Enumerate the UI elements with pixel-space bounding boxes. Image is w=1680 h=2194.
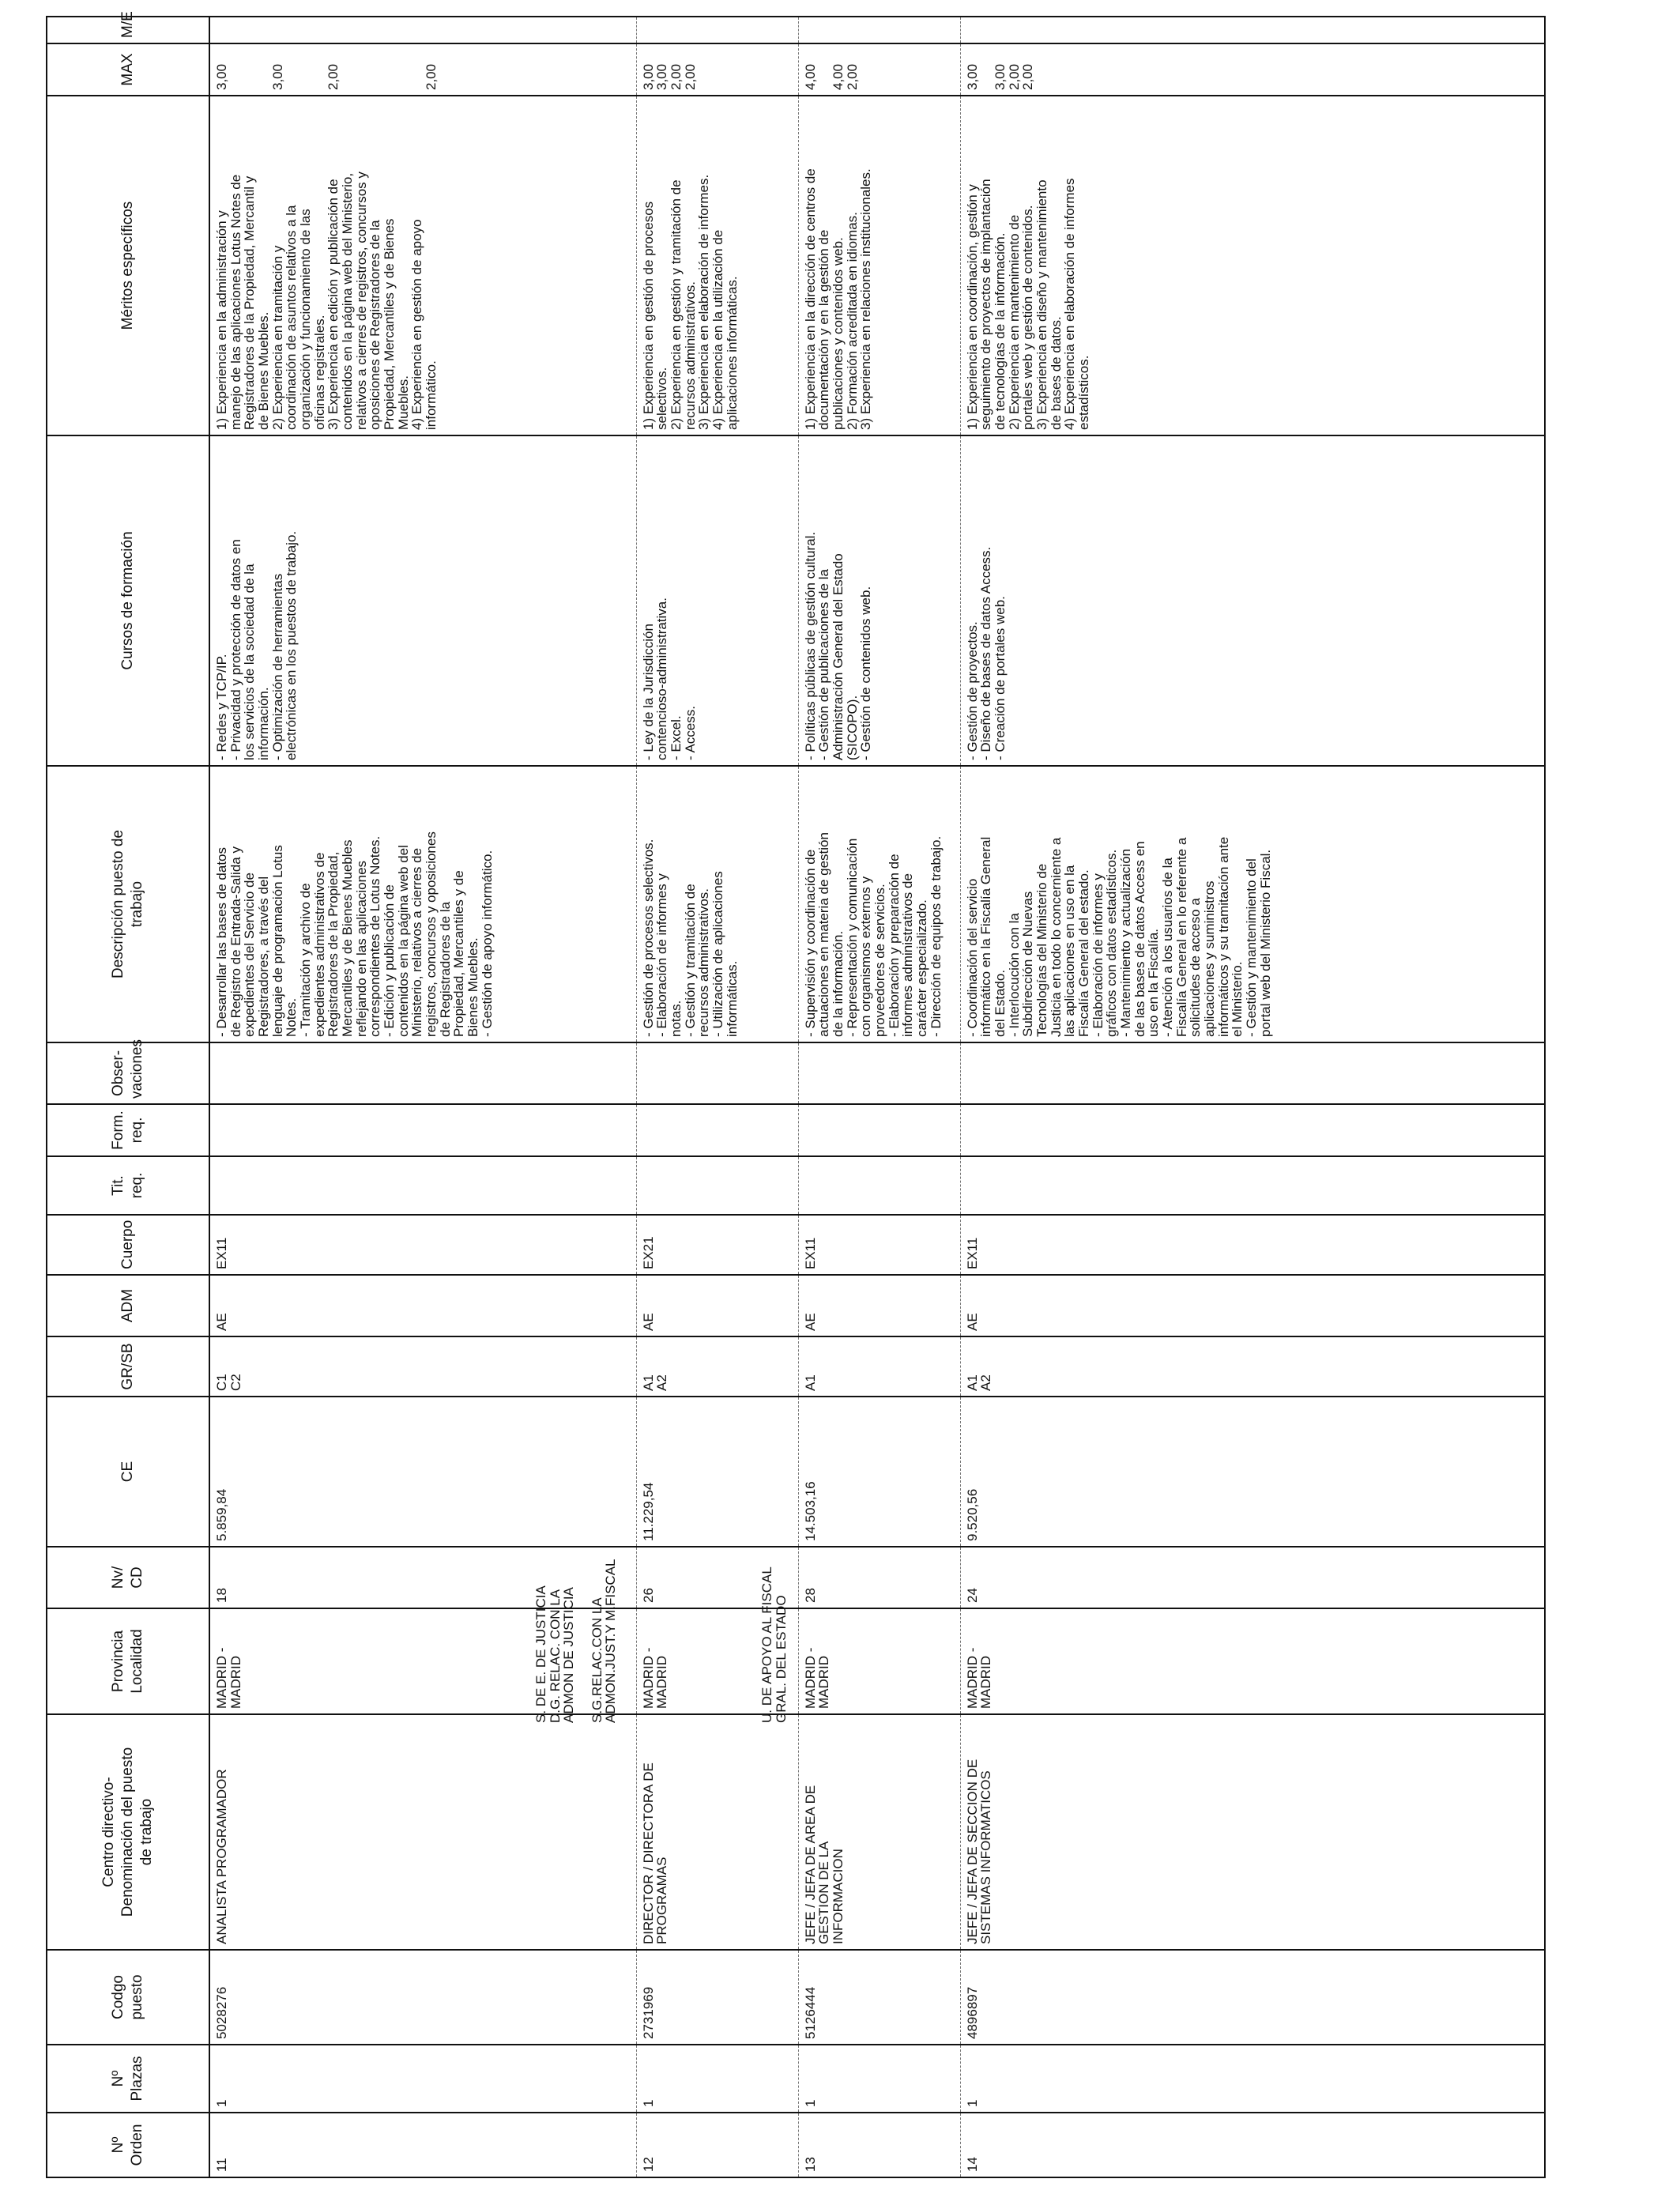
cell-adm: AE bbox=[209, 1275, 636, 1336]
cell-descripcion: - Supervisión y coordinación de actuaciones en materia de gestión de la información. - Representación y comunicación con organismos externos y proveedores de servicios. - Elaboración y preparación de informes administrativos de carácter especializado. - Dirección de equipos de trabajo. bbox=[798, 766, 960, 1042]
cell-me bbox=[636, 17, 798, 43]
cell-cuerpo: EX11 bbox=[960, 1215, 1545, 1275]
cell-provincia: MADRID - MADRID bbox=[798, 1608, 960, 1714]
cell-ce: 9.520,56 bbox=[960, 1397, 1545, 1547]
col-adm: ADM bbox=[47, 1275, 209, 1336]
col-ce: CE bbox=[47, 1397, 209, 1547]
cell-provincia: MADRID - MADRID bbox=[209, 1608, 636, 1714]
cell-titulacion bbox=[209, 1156, 636, 1215]
org-heading-fiscal: U. DE APOYO AL FISCAL GRAL. DEL ESTADO bbox=[759, 1566, 789, 1723]
cell-cuerpo: EX11 bbox=[798, 1215, 960, 1275]
cell-formacion bbox=[960, 1104, 1545, 1156]
cell-cursos: - Gestión de proyectos. - Diseño de bases de datos Access. - Creación de portales web. bbox=[960, 435, 1545, 766]
cell-cursos: - Políticas públicas de gestión cultural. - Gestión de publicaciones de la Administración General del Estado (SICOPO). - Gestión de contenidos web. bbox=[798, 435, 960, 766]
table-row bbox=[798, 17, 960, 2177]
col-nivel: Nv/ CD bbox=[47, 1547, 209, 1608]
cell-centro bbox=[960, 1714, 1545, 1950]
cell-grupo: A1 bbox=[798, 1336, 960, 1397]
cell-me bbox=[209, 17, 636, 43]
cell-grupo: A1 A2 bbox=[960, 1336, 1545, 1397]
cell-cuerpo: EX21 bbox=[636, 1215, 798, 1275]
cell-observaciones bbox=[960, 1042, 1545, 1104]
col-grupo: GR/SB bbox=[47, 1336, 209, 1397]
cell-cuerpo: EX11 bbox=[209, 1215, 636, 1275]
col-orden: Nº Orden bbox=[47, 2113, 209, 2177]
cell-nivel: 18 bbox=[209, 1547, 636, 1608]
cell-meritos: 1) Experiencia en la dirección de centros de documentación y en la gestión de publicaciones y contenidos web. 2) Formación acreditada en idiomas. 3) Experiencia en relaciones institucionales. bbox=[798, 96, 960, 435]
cell-orden: 11 bbox=[209, 2113, 636, 2177]
cell-codigo: 4896897 bbox=[960, 1950, 1545, 2045]
job-positions-table bbox=[46, 11, 1546, 2178]
col-provincia: Provincia Localidad bbox=[47, 1608, 209, 1714]
cell-centro bbox=[636, 1714, 798, 1950]
col-max: MAX bbox=[47, 43, 209, 96]
cell-max: 4,00 4,00 2,00 bbox=[798, 43, 960, 96]
cell-provincia: MADRID - MADRID bbox=[636, 1608, 798, 1714]
cell-max: 3,00 3,00 2,00 2,00 bbox=[636, 43, 798, 96]
cell-orden: 14 bbox=[960, 2113, 1545, 2177]
cell-plazas: 1 bbox=[960, 2045, 1545, 2113]
cell-codigo: 5126444 bbox=[798, 1950, 960, 2045]
table-row bbox=[209, 17, 636, 2177]
col-cuerpo: Cuerpo bbox=[47, 1215, 209, 1275]
org-heading-justicia: S. DE E. DE JUSTICIA D.G. RELAC. CON LA ADMON DE JUSTICIA S.G.RELAC.CON LA ADMON.JUST.Y M.FISCAL bbox=[533, 1559, 619, 1723]
cell-titulacion bbox=[960, 1156, 1545, 1215]
cell-observaciones bbox=[798, 1042, 960, 1104]
cell-meritos: 1) Experiencia en la administración y manejo de las aplicaciones Lotus Notes de Registradores de la Propiedad, Mercantil y de Bienes Muebles. 2) Experiencia en tramitación y coordinación de asuntos relativos a la organización y funcionamiento de las oficinas registrales. 3) Experiencia en edición y publicación de contenidos en la página web del Ministerio, relativos a cierres de registros, concursos y oposiciones de Registradores de la Propiedad, Mercantiles y de Bienes Muebles. 4) Experiencia en gestión de apoyo informático. bbox=[209, 96, 636, 435]
cell-plazas: 1 bbox=[636, 2045, 798, 2113]
cell-orden: 12 bbox=[636, 2113, 798, 2177]
cell-cursos: - Ley de la Jurisdicción contencioso-administrativa. - Excel. - Access. bbox=[636, 435, 798, 766]
cell-descripcion: - Coordinación del servicio informático en la Fiscalía General del Estado. - Interlocución con la Subdirección de Nuevas Tecnologías del Ministerio de Justicia en todo lo concerniente a las aplicaciones en uso en la Fiscalía General del estado. - Elaboración de informes y gráficos con datos estadísticos. - Mantenimiento y actualización de las bases de datos Access en uso en la Fiscalía. - Atención a los usuarios de la Fiscalía General en lo referente a solicitudes de acceso a aplicaciones y suministros informáticos y su tramitación ante el Ministerio. - Gestión y mantenimiento del portal web del Ministerio Fiscal. bbox=[960, 766, 1545, 1042]
cell-nivel: 24 bbox=[960, 1547, 1545, 1608]
col-plazas: Nº Plazas bbox=[47, 2045, 209, 2113]
col-me: M/E bbox=[47, 17, 209, 43]
cell-provincia: MADRID - MADRID bbox=[960, 1608, 1545, 1714]
cell-centro bbox=[209, 1714, 636, 1950]
cell-plazas: 1 bbox=[209, 2045, 636, 2113]
cell-cursos: - Redes y TCP/IP. - Privacidad y protección de datos en los servicios de la sociedad de la información. - Optimización de herramientas electrónicas en los puestos de trabajo. bbox=[209, 435, 636, 766]
col-codigo: Codgo puesto bbox=[47, 1950, 209, 2045]
col-titulacion: Tit. req. bbox=[47, 1156, 209, 1215]
col-centro: Centro directivo- Denominación del puesto de trabajo bbox=[47, 1714, 209, 1950]
cell-me bbox=[798, 17, 960, 43]
cell-observaciones bbox=[636, 1042, 798, 1104]
cell-orden: 13 bbox=[798, 2113, 960, 2177]
cell-max: 3,00 3,00 2,00 2,00 bbox=[209, 43, 636, 96]
cell-titulacion bbox=[636, 1156, 798, 1215]
cell-formacion bbox=[636, 1104, 798, 1156]
cell-adm: AE bbox=[798, 1275, 960, 1336]
cell-centro bbox=[798, 1714, 960, 1950]
cell-ce: 5.859,84 bbox=[209, 1397, 636, 1547]
table-row bbox=[636, 17, 798, 2177]
cell-max: 3,00 3,00 2,00 2,00 bbox=[960, 43, 1545, 96]
cell-formacion bbox=[209, 1104, 636, 1156]
col-observaciones: Obser- vaciones bbox=[47, 1042, 209, 1104]
cell-grupo: A1 A2 bbox=[636, 1336, 798, 1397]
centro-name: ANALISTA PROGRAMADOR bbox=[214, 1769, 229, 1944]
cell-grupo: C1 C2 bbox=[209, 1336, 636, 1397]
cell-ce: 11.229,54 bbox=[636, 1397, 798, 1547]
cell-observaciones bbox=[209, 1042, 636, 1104]
cell-codigo: 2731969 bbox=[636, 1950, 798, 2045]
cell-descripcion: - Gestión de procesos selectivos. - Elaboración de informes y notas. - Gestión y tramitación de recursos administrativos. - Utilización de aplicaciones informáticas. bbox=[636, 766, 798, 1042]
cell-descripcion: - Desarrollar las bases de datos de Registro de Entrada-Salida y expedientes del Servicio de Registradores, a través del lenguaje de programación Lotus Notes. - Tramitación y archivo de expedientes administrativos de Registradores de la Propiedad, Mercantiles y de Bienes Muebles reflejando en las aplicaciones correspondientes de Lotus Notes. - Edición y publicación de contenidos en la página web del Ministerio, relativos a cierres de registros, concursos y oposiciones de Registradores de la Propiedad, Mercantiles y de Bienes Muebles. - Gestión de apoyo informático. bbox=[209, 766, 636, 1042]
cell-meritos: 1) Experiencia en coordinación, gestión y seguimiento de proyectos de implantación de tecnologías de la información. 2) Experiencia en mantenimiento de portales web y gestión de contenidos. 3) Experiencia en diseño y mantenimiento de bases de datos. 4) Experiencia en elaboración de informes estadísticos. bbox=[960, 96, 1545, 435]
cell-meritos: 1) Experiencia en gestión de procesos selectivos. 2) Experiencia en gestión y tramitación de recursos administrativos. 3) Experiencia en elaboración de informes. 4) Experiencia en la utilización de aplicaciones informáticas. bbox=[636, 96, 798, 435]
centro-name: JEFE / JEFA DE SECCION DE SISTEMAS INFORMATICOS bbox=[964, 1759, 994, 1944]
cell-nivel: 28 bbox=[798, 1547, 960, 1608]
col-descripcion: Descripción puesto de trabajo bbox=[47, 766, 209, 1042]
cell-nivel: 26 bbox=[636, 1547, 798, 1608]
cell-adm: AE bbox=[636, 1275, 798, 1336]
cell-formacion bbox=[798, 1104, 960, 1156]
cell-adm: AE bbox=[960, 1275, 1545, 1336]
centro-name: JEFE / JEFA DE AREA DE GESTION DE LA INFORMACION bbox=[802, 1785, 846, 1944]
cell-ce: 14.503,16 bbox=[798, 1397, 960, 1547]
cell-titulacion bbox=[798, 1156, 960, 1215]
cell-codigo: 5028276 bbox=[209, 1950, 636, 2045]
table-row bbox=[960, 17, 1545, 2177]
header-row bbox=[47, 17, 209, 2177]
centro-name: DIRECTOR / DIRECTORA DE PROGRAMAS bbox=[640, 1762, 670, 1944]
cell-me bbox=[960, 17, 1545, 43]
col-meritos: Méritos específicos bbox=[47, 96, 209, 435]
col-formacion: Form. req. bbox=[47, 1104, 209, 1156]
col-cursos: Cursos de formación bbox=[47, 435, 209, 766]
cell-plazas: 1 bbox=[798, 2045, 960, 2113]
